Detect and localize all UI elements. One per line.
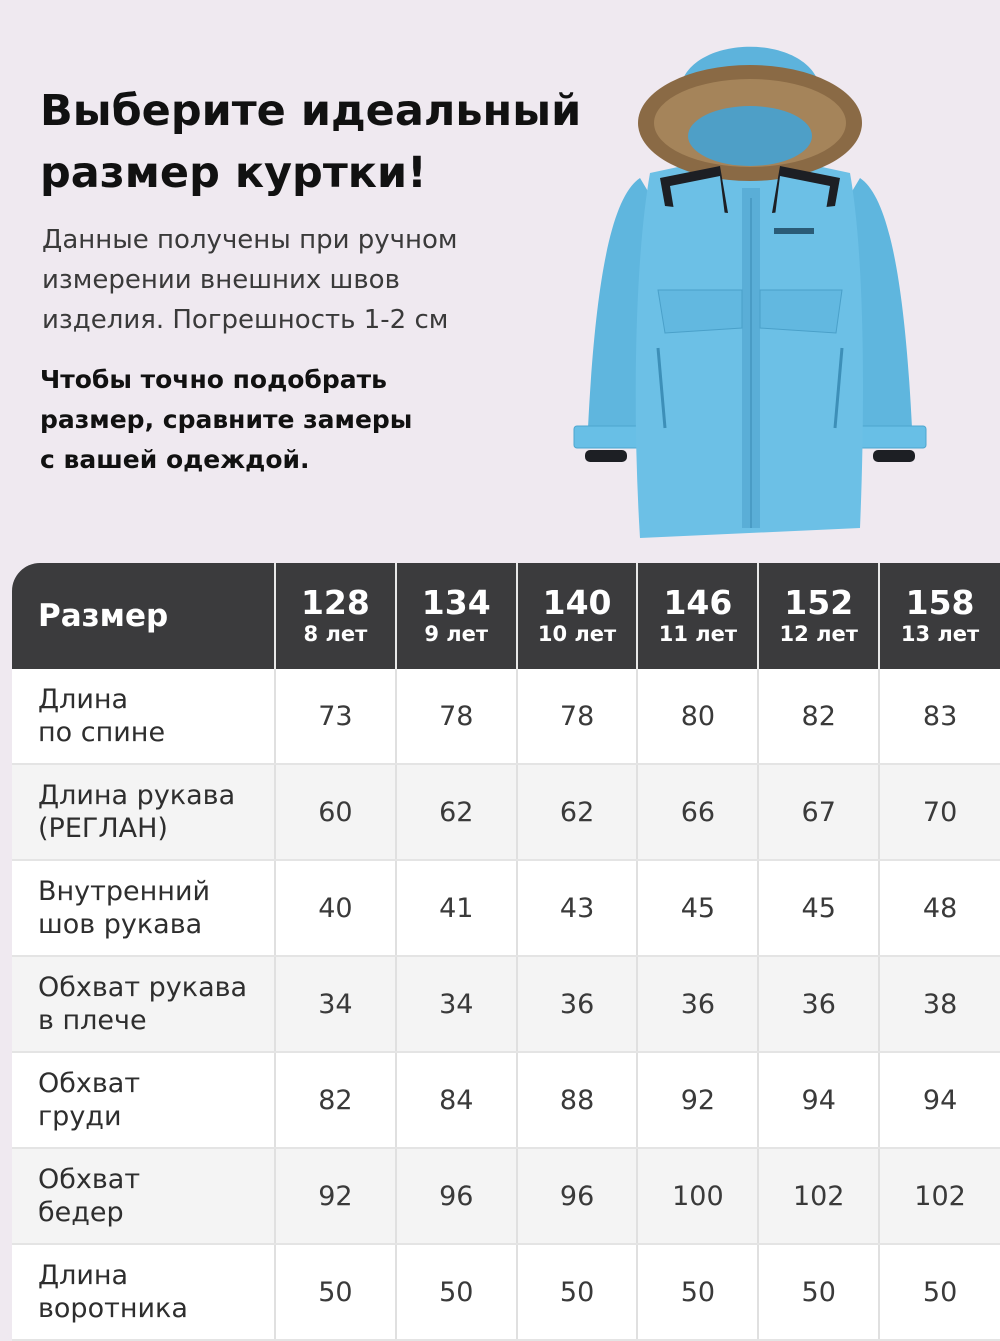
note-line-1: Данные получены при ручном [42, 225, 458, 255]
table-cell: 66 [637, 764, 758, 860]
label-line-1: Обхват [38, 1164, 141, 1195]
table-cell: 102 [758, 1148, 879, 1244]
table-cell: 60 [275, 764, 396, 860]
table-row [12, 1052, 1000, 1148]
measurement-label [12, 764, 275, 860]
age-label: 13 лет [900, 622, 980, 646]
age-label: 8 лет [303, 622, 368, 646]
size-number: 152 [784, 583, 854, 622]
table-cell: 82 [275, 1052, 396, 1148]
age-label: 12 лет [779, 622, 858, 646]
table-cell: 92 [275, 1148, 396, 1244]
table-cell: 102 [879, 1148, 1000, 1244]
table-cell: 36 [758, 956, 879, 1052]
size-column-header [396, 563, 517, 669]
table-cell: 50 [758, 1244, 879, 1340]
note-line-3: изделия. Погрешность 1-2 см [42, 305, 449, 335]
measurement-label [12, 1052, 275, 1148]
table-cell: 84 [396, 1052, 517, 1148]
table-cell: 88 [517, 1052, 638, 1148]
label-line-2: (РЕГЛАН) [38, 813, 168, 844]
table-cell: 50 [396, 1244, 517, 1340]
table-cell: 50 [275, 1244, 396, 1340]
size-chart [12, 563, 1000, 1341]
table-cell: 96 [396, 1148, 517, 1244]
table-cell: 100 [637, 1148, 758, 1244]
label-line-2: воротника [38, 1293, 188, 1324]
table-cell: 48 [879, 860, 1000, 956]
size-column-header [517, 563, 638, 669]
title-line-2: размер куртки! [40, 148, 427, 198]
label-line-2: бедер [38, 1197, 124, 1228]
label-line-2: груди [38, 1101, 122, 1132]
measurement-label [12, 669, 275, 764]
measurement-label [12, 1244, 275, 1340]
table-cell: 73 [275, 669, 396, 764]
title-line-1: Выберите идеальный [40, 86, 582, 136]
label-line-1: Длина [38, 1260, 129, 1291]
measurement-label [12, 860, 275, 956]
age-label: 11 лет [658, 622, 738, 646]
table-cell: 70 [879, 764, 1000, 860]
size-column-header [275, 563, 396, 669]
label-line-1: Длина рукава [38, 780, 236, 811]
table-cell: 45 [637, 860, 758, 956]
size-number: 134 [421, 583, 491, 622]
size-header-label: Размер [12, 563, 275, 669]
table-cell: 62 [517, 764, 638, 860]
table-row [12, 1244, 1000, 1340]
age-label: 10 лет [537, 622, 617, 646]
comparison-advice [40, 360, 460, 480]
table-cell: 92 [637, 1052, 758, 1148]
table-row [12, 669, 1000, 764]
age-label: 9 лет [424, 622, 489, 646]
table-cell: 41 [396, 860, 517, 956]
measurement-label [12, 956, 275, 1052]
table-cell: 62 [396, 764, 517, 860]
size-column-header [637, 563, 758, 669]
measurement-note [42, 220, 512, 340]
table-row [12, 860, 1000, 956]
table-cell: 78 [517, 669, 638, 764]
table-cell: 50 [637, 1244, 758, 1340]
label-line-1: Обхват [38, 1068, 141, 1099]
table-cell: 43 [517, 860, 638, 956]
label-line-1: Внутренний [38, 876, 211, 907]
table-row [12, 956, 1000, 1052]
size-number: 146 [663, 583, 733, 622]
label-line-1: Длина [38, 684, 129, 715]
table-cell: 50 [517, 1244, 638, 1340]
table-cell: 50 [879, 1244, 1000, 1340]
table-cell: 40 [275, 860, 396, 956]
label-line-2: по спине [38, 717, 166, 748]
measurement-label [12, 1148, 275, 1244]
size-table [12, 563, 1000, 1341]
page-title [40, 80, 600, 204]
table-cell: 94 [758, 1052, 879, 1148]
size-number: 158 [905, 583, 975, 622]
label-line-2: в плече [38, 1005, 147, 1036]
table-row [12, 764, 1000, 860]
advice-line-1: Чтобы точно подобрать [40, 365, 387, 394]
table-cell: 83 [879, 669, 1000, 764]
table-cell: 82 [758, 669, 879, 764]
table-cell: 45 [758, 860, 879, 956]
table-cell: 34 [275, 956, 396, 1052]
size-header-row [12, 563, 1000, 669]
label-line-2: шов рукава [38, 909, 203, 940]
table-cell: 36 [517, 956, 638, 1052]
table-cell: 36 [637, 956, 758, 1052]
parka-illustration [570, 28, 930, 543]
table-cell: 67 [758, 764, 879, 860]
jacket-image [570, 28, 930, 543]
size-number: 140 [542, 583, 612, 622]
table-cell: 34 [396, 956, 517, 1052]
table-row [12, 1148, 1000, 1244]
size-column-header [758, 563, 879, 669]
label-line-1: Обхват рукава [38, 972, 248, 1003]
note-line-2: измерении внешних швов [42, 265, 400, 295]
table-cell: 78 [396, 669, 517, 764]
table-cell: 96 [517, 1148, 638, 1244]
size-column-header [879, 563, 1000, 669]
size-number: 128 [300, 583, 370, 622]
table-cell: 80 [637, 669, 758, 764]
table-cell: 94 [879, 1052, 1000, 1148]
advice-line-3: с вашей одеждой. [40, 445, 310, 474]
advice-line-2: размер, сравните замеры [40, 405, 413, 434]
table-cell: 38 [879, 956, 1000, 1052]
